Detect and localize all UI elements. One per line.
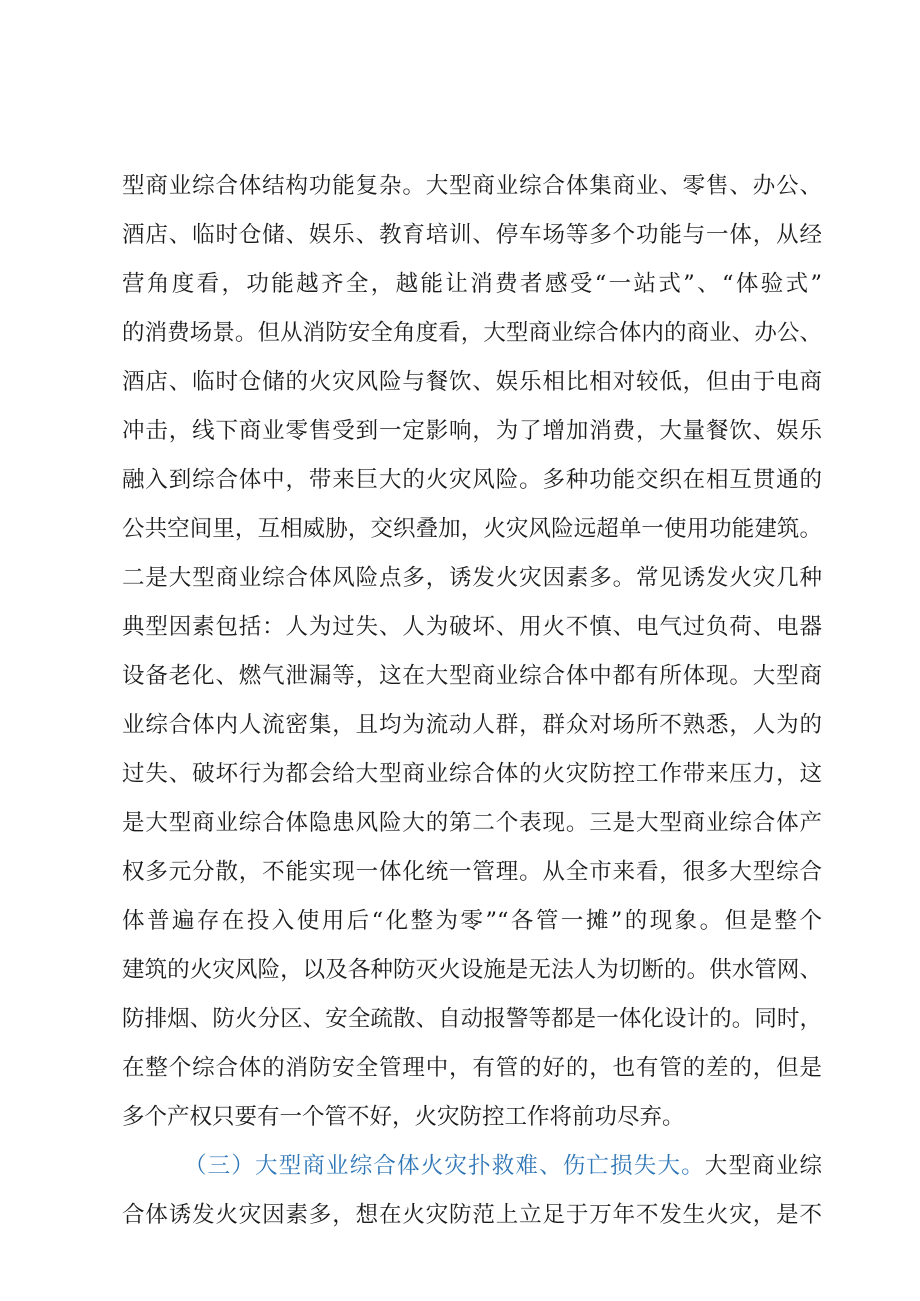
body-line-15: 权多元分散，不能实现一体化统一管理。从全市来看，很多大型综合 xyxy=(122,859,822,885)
section-body-line-1: 合体诱发火灾因素多，想在火灾防范上立足于万年不发生火灾，是不 xyxy=(122,1202,822,1228)
body-line-6: 冲击，线下商业零售受到一定影响，为了增加消费，大量餐饮、娱乐 xyxy=(122,418,822,444)
body-line-10: 典型因素包括：人为过失、人为破坏、用火不慎、电气过负荷、电器 xyxy=(122,614,822,640)
body-line-3: 营角度看，功能越齐全，越能让消费者感受“一站式”、“体验式” xyxy=(122,271,822,297)
body-line-4: 的消费场景。但从消防安全角度看，大型商业综合体内的商业、办公、 xyxy=(122,320,822,346)
section-heading-line xyxy=(184,1151,822,1181)
body-line-17: 建筑的火灾风险，以及各种防灭火设施是无法人为切断的。供水管网、 xyxy=(122,957,822,983)
body-line-18: 防排烟、防火分区、安全疏散、自动报警等都是一体化设计的。同时， xyxy=(122,1006,822,1032)
section-heading-rest: 大型商业综 xyxy=(704,1153,822,1179)
section-heading: （三）大型商业综合体火灾扑救难、伤亡损失大。 xyxy=(184,1153,705,1179)
body-line-5: 酒店、临时仓储的火灾风险与餐饮、娱乐相比相对较低，但由于电商 xyxy=(122,369,822,395)
body-line-1: 型商业综合体结构功能复杂。大型商业综合体集商业、零售、办公、 xyxy=(122,173,822,199)
body-line-19: 在整个综合体的消防安全管理中，有管的好的，也有管的差的，但是 xyxy=(122,1055,822,1081)
body-line-7: 融入到综合体中，带来巨大的火灾风险。多种功能交织在相互贯通的 xyxy=(122,467,822,493)
body-line-9: 二是大型商业综合体风险点多，诱发火灾因素多。常见诱发火灾几种 xyxy=(122,565,822,591)
body-line-20: 多个产权只要有一个管不好，火灾防控工作将前功尽弃。 xyxy=(122,1104,685,1130)
body-line-8: 公共空间里，互相威胁，交织叠加，火灾风险远超单一使用功能建筑。 xyxy=(122,516,822,542)
body-line-2: 酒店、临时仓储、娱乐、教育培训、停车场等多个功能与一体，从经 xyxy=(122,222,822,248)
body-line-14: 是大型商业综合体隐患风险大的第二个表现。三是大型商业综合体产 xyxy=(122,810,822,836)
body-line-11: 设备老化、燃气泄漏等，这在大型商业综合体中都有所体现。大型商 xyxy=(122,663,822,689)
body-line-12: 业综合体内人流密集，且均为流动人群，群众对场所不熟悉，人为的 xyxy=(122,712,822,738)
body-line-13: 过失、破坏行为都会给大型商业综合体的火灾防控工作带来压力，这 xyxy=(122,761,822,787)
body-line-16: 体普遍存在投入使用后“化整为零”“各管一摊”的现象。但是整个 xyxy=(122,908,822,934)
